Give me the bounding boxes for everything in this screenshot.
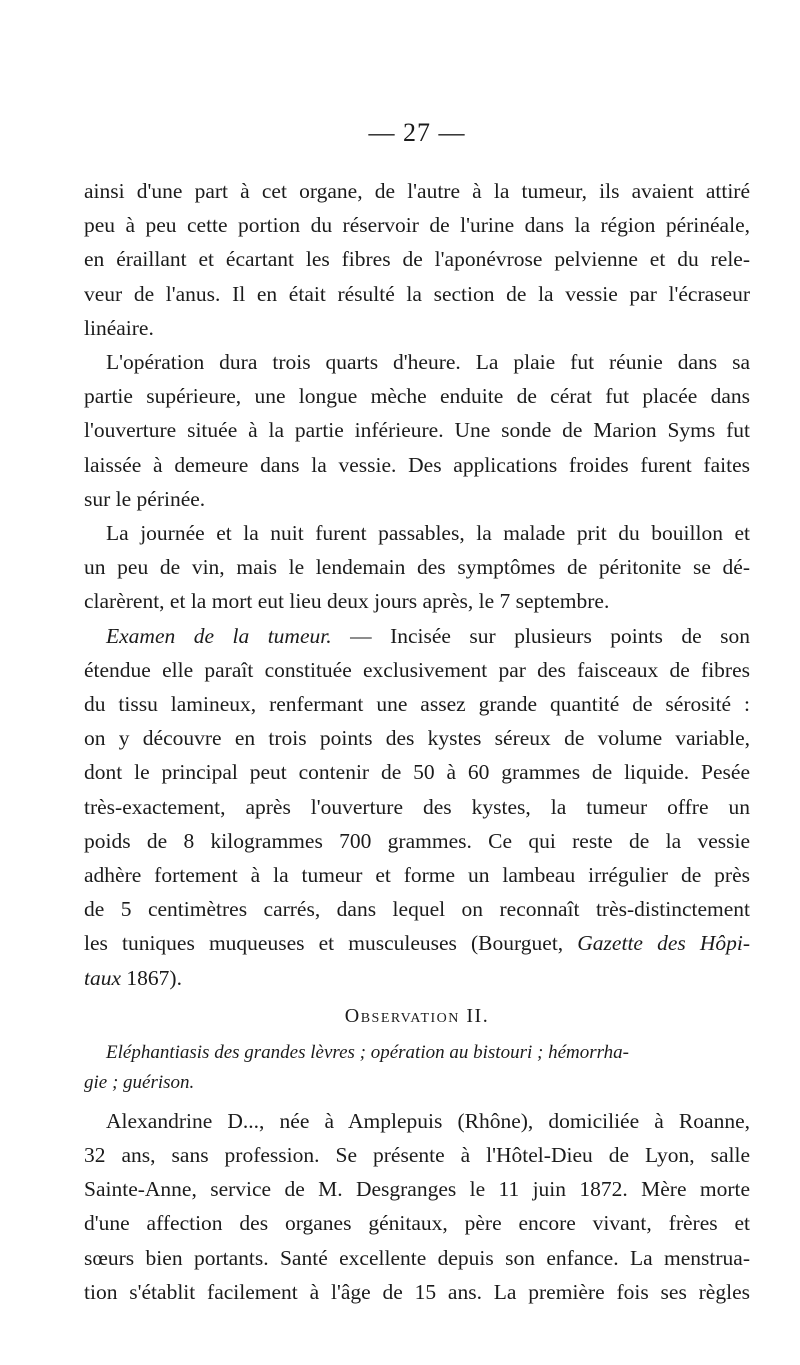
text-line: peu à peu cette portion du réservoir de l'urine dans la région périnéale, [84, 213, 750, 238]
text-line: un peu de vin, mais le lendemain des symptômes de péritonite se dé- [84, 555, 750, 580]
text-line: on y découvre en trois points des kystes séreux de volume variable, [84, 726, 750, 751]
text-line: étendue elle paraît constituée exclusivement par des faisceaux de fibres [84, 657, 750, 682]
text-line: l'ouverture située à la partie inférieure. Une sonde de Marion Syms fut [84, 418, 750, 443]
text-line [84, 926, 750, 960]
text-line: La journée et la nuit furent passables, la malade prit du bouillon et [106, 521, 750, 546]
text-line [84, 619, 750, 653]
paragraph-1 [84, 174, 750, 345]
paragraph-2 [84, 345, 750, 516]
citation-title: Gazette des Hôpi- [577, 931, 750, 956]
text-line: sur le périnée. [84, 486, 206, 511]
text-fragment: 1867). [121, 965, 182, 990]
text-line: très-exactement, après l'ouverture des kystes, la tumeur offre un [84, 794, 750, 819]
text-line: en éraillant et écartant les fibres de l'aponévrose pelvienne et du rele- [84, 247, 750, 272]
text-line: partie supérieure, une longue mèche enduite de cérat fut placée dans [84, 384, 750, 409]
text-line: Alexandrine D..., née à Amplepuis (Rhône), domiciliée à Roanne, [106, 1108, 750, 1133]
text-line: sœurs bien portants. Santé excellente depuis son enfance. La menstrua- [84, 1245, 750, 1270]
page-number: — 27 — [368, 118, 466, 147]
text-line: L'opération dura trois quarts d'heure. La plaie fut réunie dans sa [106, 350, 750, 375]
text-line: d'une affection des organes génitaux, père encore vivant, frères et [84, 1211, 750, 1236]
text-line: poids de 8 kilogrammes 700 grammes. Ce qui reste de la vessie [84, 828, 750, 853]
text-fragment: les tuniques muqueuses et musculeuses (Bourguet, [84, 931, 578, 956]
observation-subtitle [84, 1038, 750, 1098]
text-line: dont le principal peut contenir de 50 à 60 grammes de liquide. Pesée [84, 760, 750, 785]
paragraph-4 [84, 619, 750, 995]
text-line: tion s'établit facilement à l'âge de 15 ans. La première fois ses règles [84, 1279, 750, 1304]
text-line: adhère fortement à la tumeur et forme un lambeau irrégulier de près [84, 863, 750, 888]
section-heading: Examen de la tumeur. [106, 623, 332, 648]
paragraph-3 [84, 516, 750, 619]
text-line: clarèrent, et la mort eut lieu deux jours après, le 7 septembre. [84, 589, 610, 614]
text-line: du tissu lamineux, renfermant une assez grande quantité de sérosité : [84, 692, 750, 717]
text-line: de 5 centimètres carrés, dans lequel on reconnaît très-distinctement [84, 897, 750, 922]
paragraph-5 [84, 1104, 750, 1309]
text-line: gie ; guérison. [84, 1071, 195, 1093]
text-line [84, 961, 750, 995]
text-line: ainsi d'une part à cet organe, de l'autre à la tumeur, ils avaient attiré [84, 179, 750, 203]
text-line: Eléphantiasis des grandes lèvres ; opération au bistouri ; hémorrha- [106, 1041, 629, 1063]
text-line: linéaire. [84, 315, 154, 340]
text-line: laissée à demeure dans la vessie. Des applications froides furent faites [84, 452, 750, 477]
text-line: 32 ans, sans profession. Se présente à l'Hôtel-Dieu de Lyon, salle [84, 1143, 750, 1168]
citation-title: taux [84, 965, 122, 990]
observation-title: Observation II. [344, 1004, 490, 1027]
text-line: veur de l'anus. Il en était résulté la section de la vessie par l'écraseur [84, 281, 750, 306]
text-line: Sainte-Anne, service de M. Desgranges le 11 juin 1872. Mère morte [84, 1177, 750, 1202]
text-fragment: — Incisée sur plusieurs points de son [331, 623, 750, 648]
